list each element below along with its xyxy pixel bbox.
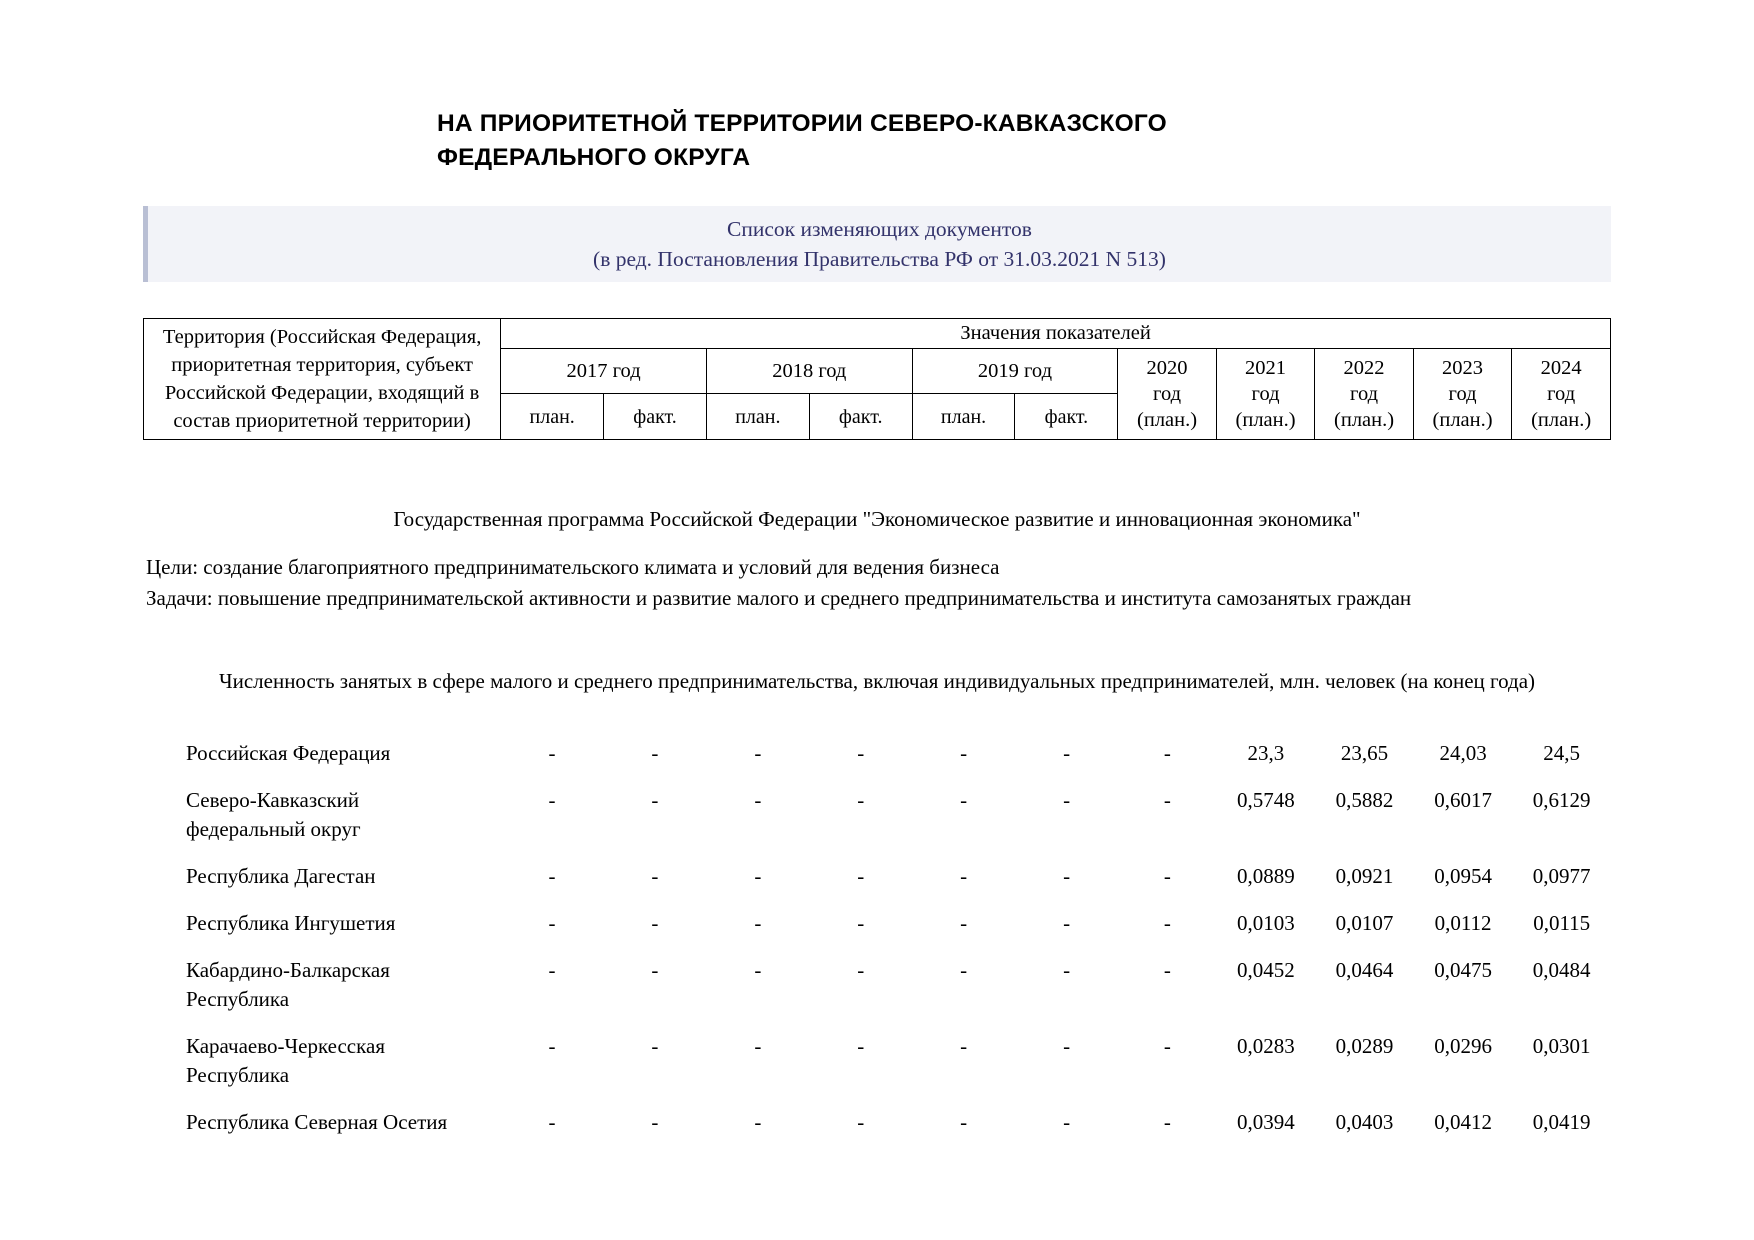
- year-group-2017: 2017 год: [501, 349, 707, 394]
- row-territory-name-line-1: Российская Федерация: [186, 741, 391, 765]
- year-2023-line3: (план.): [1432, 409, 1493, 431]
- year-column-2022: [1315, 349, 1414, 440]
- row-territory-name-line-2: федеральный округ: [186, 817, 361, 841]
- sub-header-2017-fact: факт.: [604, 394, 707, 440]
- row-territory-name: [143, 900, 501, 947]
- row-value-cell-1: -: [548, 958, 556, 982]
- row-value-cell-1: -: [548, 864, 556, 888]
- row-value-cell-8: 0,0889: [1237, 864, 1295, 888]
- row-value-cell-8: 23,3: [1247, 741, 1285, 765]
- row-value-cell-2: -: [651, 741, 659, 765]
- year-2023-line2: год: [1448, 383, 1477, 405]
- table-row: [143, 853, 1611, 900]
- row-value-cell-2: -: [651, 1110, 659, 1134]
- row-value-cell-5: -: [960, 1034, 968, 1058]
- header-row-top: [144, 319, 1611, 349]
- row-value-cell-6: -: [1063, 1110, 1071, 1134]
- row-value-cell-4: -: [857, 1034, 865, 1058]
- row-value-cell-9: 23,65: [1340, 741, 1389, 765]
- year-column-2023: [1413, 349, 1512, 440]
- year-group-2018: 2018 год: [706, 349, 912, 394]
- row-value-cell-1: -: [548, 788, 556, 812]
- row-value-cell-2: -: [651, 911, 659, 935]
- row-territory-name-line-1: Республика Северная Осетия: [186, 1110, 448, 1134]
- row-territory-name: [143, 1023, 501, 1099]
- row-value-cell-6: -: [1063, 864, 1071, 888]
- row-value-cell-9: 0,0921: [1335, 864, 1394, 888]
- row-value-cell-3: -: [754, 788, 762, 812]
- row-value-cell-5: -: [960, 741, 968, 765]
- row-value-cell-5: -: [960, 1110, 968, 1134]
- row-value-cell-11: 24,5: [1543, 741, 1581, 765]
- table-row: [143, 900, 1611, 947]
- row-value-cell-8: 0,5748: [1237, 788, 1295, 812]
- row-value-cell-1: -: [548, 911, 556, 935]
- row-territory-name: [143, 777, 501, 853]
- row-value-cell-7: -: [1163, 958, 1171, 982]
- row-value-cell-5: -: [960, 958, 968, 982]
- sub-header-2018-fact: факт.: [809, 394, 912, 440]
- row-value-cell-11: 0,0115: [1533, 911, 1591, 935]
- row-value-cell-1: -: [548, 1110, 556, 1134]
- row-value-cell-4: -: [857, 1110, 865, 1134]
- row-value-cell-10: 0,0412: [1434, 1110, 1492, 1134]
- year-2021-line2: год: [1251, 383, 1280, 405]
- row-value-cell-9: 0,0289: [1335, 1034, 1394, 1058]
- row-territory-name: [143, 853, 501, 900]
- row-value-cell-8: 0,0452: [1237, 958, 1295, 982]
- year-2022-line1: 2022: [1343, 357, 1385, 379]
- row-value-cell-11: 0,6129: [1532, 788, 1591, 812]
- row-value-cell-9: 0,0107: [1335, 911, 1394, 935]
- row-territory-name-line-1: Карачаево-Черкесская: [186, 1034, 385, 1058]
- row-territory-name-line-1: Северо-Кавказский: [186, 788, 360, 812]
- territory-column-header: Территория (Российская Федерация, приоритетная территория, субъект Российской Федерации, входящий в состав приоритетной территории): [144, 319, 501, 440]
- row-value-cell-9: 0,0403: [1335, 1110, 1394, 1134]
- row-value-cell-4: -: [857, 911, 865, 935]
- row-value-cell-1: -: [548, 1034, 556, 1058]
- row-value-cell-10: 0,0296: [1434, 1034, 1492, 1058]
- row-value-cell-10: 0,0112: [1434, 911, 1492, 935]
- row-territory-name-line-2: Республика: [186, 987, 290, 1011]
- row-value-cell-3: -: [754, 1110, 762, 1134]
- row-value-cell-5: -: [960, 788, 968, 812]
- page-title: [437, 107, 1337, 175]
- year-2024-line3: (план.): [1531, 409, 1592, 431]
- page-title-line-1: НА ПРИОРИТЕТНОЙ ТЕРРИТОРИИ СЕВЕРО-КАВКАЗСКОГО: [437, 110, 1167, 137]
- row-territory-name-line-1: Республика Дагестан: [186, 864, 376, 888]
- amendments-notice-box: [143, 206, 1611, 282]
- row-value-cell-2: -: [651, 788, 659, 812]
- row-value-cell-7: -: [1163, 741, 1171, 765]
- year-group-2019: 2019 год: [912, 349, 1118, 394]
- amendments-notice-line-2: (в ред. Постановления Правительства РФ от 31.03.2021 N 513): [593, 247, 1166, 271]
- tasks-line: Задачи: повышение предпринимательской активности и развитие малого и среднего предпринимательства и института самозанятых граждан: [146, 586, 1412, 610]
- table-row: [143, 1023, 1611, 1099]
- year-2020-line1: 2020: [1146, 357, 1188, 379]
- row-value-cell-2: -: [651, 1034, 659, 1058]
- year-2024-line1: 2024: [1540, 357, 1582, 379]
- row-value-cell-8: 0,0103: [1237, 911, 1295, 935]
- year-2022-line2: год: [1350, 383, 1379, 405]
- data-table-body: [143, 730, 1611, 1146]
- year-2023-line1: 2023: [1442, 357, 1484, 379]
- year-2022-line3: (план.): [1334, 409, 1395, 431]
- sub-header-2019-fact: факт.: [1015, 394, 1118, 440]
- page-title-line-2: ФЕДЕРАЛЬНОГО ОКРУГА: [437, 144, 751, 171]
- row-value-cell-11: 0,0484: [1532, 958, 1591, 982]
- row-value-cell-2: -: [651, 958, 659, 982]
- year-2021-line3: (план.): [1235, 409, 1296, 431]
- table-row: [143, 730, 1611, 777]
- row-value-cell-2: -: [651, 864, 659, 888]
- row-value-cell-4: -: [857, 788, 865, 812]
- row-value-cell-5: -: [960, 911, 968, 935]
- row-value-cell-7: -: [1163, 1034, 1171, 1058]
- row-territory-name-line-2: Республика: [186, 1063, 290, 1087]
- values-group-header: Значения показателей: [501, 319, 1611, 349]
- table-row: [143, 947, 1611, 1023]
- row-value-cell-5: -: [960, 864, 968, 888]
- indicator-heading: Численность занятых в сфере малого и среднего предпринимательства, включая индивидуальных предпринимателей, млн. человек (на конец года): [218, 669, 1536, 693]
- row-territory-name-line-1: Кабардино-Балкарская: [186, 958, 390, 982]
- row-territory-name: [143, 947, 501, 1023]
- row-value-cell-4: -: [857, 958, 865, 982]
- goals-and-tasks-block: [146, 552, 1616, 614]
- row-value-cell-11: 0,0301: [1532, 1034, 1591, 1058]
- year-2020-line2: год: [1153, 383, 1182, 405]
- row-value-cell-10: 24,03: [1439, 741, 1487, 765]
- table-row: [143, 777, 1611, 853]
- row-value-cell-6: -: [1063, 958, 1071, 982]
- indicator-data-table: [143, 730, 1611, 1146]
- year-2021-line1: 2021: [1245, 357, 1287, 379]
- year-column-2020: [1118, 349, 1217, 440]
- year-2024-line2: год: [1547, 383, 1576, 405]
- row-value-cell-6: -: [1063, 911, 1071, 935]
- row-value-cell-11: 0,0419: [1532, 1110, 1591, 1134]
- row-value-cell-6: -: [1063, 788, 1071, 812]
- year-column-2024: [1512, 349, 1611, 440]
- row-value-cell-8: 0,0283: [1237, 1034, 1295, 1058]
- goals-line: Цели: создание благоприятного предпринимательского климата и условий для ведения бизнеса: [146, 555, 1000, 579]
- year-2020-line3: (план.): [1137, 409, 1198, 431]
- row-territory-name-line-1: Республика Ингушетия: [186, 911, 396, 935]
- sub-header-2019-plan: план.: [912, 394, 1015, 440]
- row-value-cell-7: -: [1163, 1110, 1171, 1134]
- row-value-cell-7: -: [1163, 911, 1171, 935]
- sub-header-2017-plan: план.: [501, 394, 604, 440]
- row-value-cell-6: -: [1063, 1034, 1071, 1058]
- state-program-title: Государственная программа Российской Федерации "Экономическое развитие и инновационная экономика": [393, 507, 1361, 531]
- row-value-cell-3: -: [754, 864, 762, 888]
- row-value-cell-3: -: [754, 911, 762, 935]
- row-value-cell-1: -: [548, 741, 556, 765]
- row-value-cell-4: -: [857, 741, 865, 765]
- row-value-cell-3: -: [754, 958, 762, 982]
- year-column-2021: [1216, 349, 1315, 440]
- row-value-cell-8: 0,0394: [1237, 1110, 1295, 1134]
- row-value-cell-3: -: [754, 1034, 762, 1058]
- row-value-cell-4: -: [857, 864, 865, 888]
- sub-header-2018-plan: план.: [706, 394, 809, 440]
- row-value-cell-10: 0,0475: [1434, 958, 1492, 982]
- row-value-cell-6: -: [1063, 741, 1071, 765]
- row-value-cell-10: 0,6017: [1434, 788, 1492, 812]
- row-value-cell-9: 0,0464: [1335, 958, 1394, 982]
- row-value-cell-10: 0,0954: [1434, 864, 1492, 888]
- row-value-cell-7: -: [1163, 788, 1171, 812]
- row-territory-name: [143, 1099, 501, 1146]
- row-value-cell-11: 0,0977: [1532, 864, 1591, 888]
- row-territory-name: [143, 730, 501, 777]
- row-value-cell-3: -: [754, 741, 762, 765]
- row-value-cell-9: 0,5882: [1335, 788, 1394, 812]
- row-value-cell-7: -: [1163, 864, 1171, 888]
- indicator-header-table: [143, 318, 1611, 440]
- amendments-notice-line-1: Список изменяющих документов: [727, 217, 1032, 241]
- table-row: [143, 1099, 1611, 1146]
